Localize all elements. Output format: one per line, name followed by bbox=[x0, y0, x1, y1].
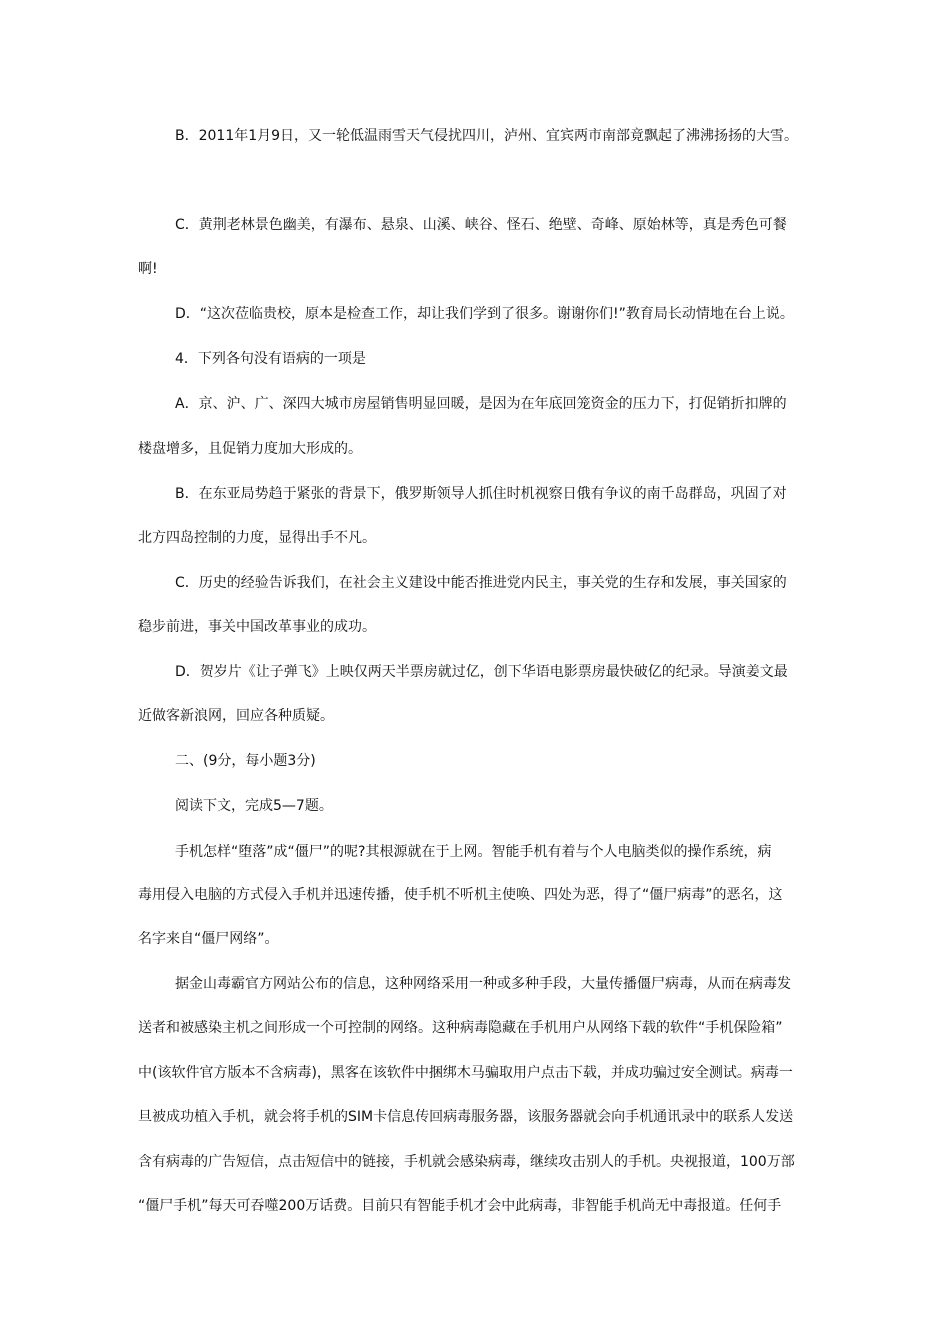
passage-p2-line2: 送者和被感染主机之间形成一个可控制的网络。这种病毒隐藏在手机用户从网络下载的软件“手机保险箱” bbox=[138, 1020, 783, 1036]
passage-p2-line3: 中(该软件官方版本不含病毒)，黑客在该软件中捆绑木马骗取用户点击下载，并成功骗过安全测试。病毒一 bbox=[138, 1065, 793, 1081]
q4-option-a: A．京、沪、广、深四大城市房屋销售明显回暖，是因为在年底回笼资金的压力下，打促销折扣牌的 bbox=[175, 396, 787, 412]
q4-option-b-cont: 北方四岛控制的力度，显得出手不凡。 bbox=[138, 530, 376, 546]
option-b-weather: B．2011年1月9日，又一轮低温雨雪天气侵扰四川，泸州、宜宾两市南部竟飘起了沸沸扬扬的大雪。 bbox=[175, 128, 799, 144]
passage-p1-line1: 手机怎样“堕落”成“僵尸”的呢?其根源就在于上网。智能手机有着与个人电脑类似的操作系统，病 bbox=[175, 844, 772, 860]
option-d-quote: D．“这次莅临贵校，原本是检查工作，却让我们学到了很多。谢谢你们!”教育局长动情地在台上说。 bbox=[175, 306, 794, 322]
passage-p2-line5: 含有病毒的广告短信，点击短信中的链接，手机就会感染病毒，继续攻击别人的手机。央视报道，100万部 bbox=[138, 1154, 795, 1170]
q4-option-b: B．在东亚局势趋于紧张的背景下，俄罗斯领导人抓住时机视察日俄有争议的南千岛群岛，巩固了对 bbox=[175, 486, 787, 502]
reading-instruction: 阅读下文，完成5—7题。 bbox=[175, 798, 333, 814]
q4-option-c-cont: 稳步前进，事关中国改革事业的成功。 bbox=[138, 619, 376, 635]
passage-p2-line6: “僵尸手机”每天可吞噬200万话费。目前只有智能手机才会中此病毒，非智能手机尚无中毒报道。任何手 bbox=[138, 1198, 782, 1214]
q4-option-c: C．历史的经验告诉我们，在社会主义建设中能否推进党内民主，事关党的生存和发展，事关国家的 bbox=[175, 575, 787, 591]
q4-option-d: D．贺岁片《让子弹飞》上映仅两天半票房就过亿，创下华语电影票房最快破亿的纪录。导演姜文最 bbox=[175, 664, 788, 680]
question-4: 4．下列各句没有语病的一项是 bbox=[175, 351, 366, 367]
option-c-scenery: C．黄荆老林景色幽美，有瀑布、悬泉、山溪、峡谷、怪石、绝壁、奇峰、原始林等，真是秀色可餐 bbox=[175, 217, 787, 233]
section-two-heading: 二、(9分，每小题3分) bbox=[175, 753, 316, 769]
passage-p2-line1: 据金山毒霸官方网站公布的信息，这种网络采用一种或多种手段，大量传播僵尸病毒，从而在病毒发 bbox=[175, 976, 791, 992]
option-c-scenery-cont: 啊! bbox=[138, 261, 158, 277]
passage-p2-line4: 旦被成功植入手机，就会将手机的SIM卡信息传回病毒服务器，该服务器就会向手机通讯录中的联系人发送 bbox=[138, 1109, 794, 1125]
passage-p1-line3: 名字来自“僵尸网络”。 bbox=[138, 931, 279, 947]
q4-option-a-cont: 楼盘增多，且促销力度加大形成的。 bbox=[138, 441, 362, 457]
passage-p1-line2: 毒用侵入电脑的方式侵入手机并迅速传播，使手机不听机主使唤、四处为恶，得了“僵尸病毒”的恶名，这 bbox=[138, 887, 783, 903]
q4-option-d-cont: 近做客新浪网，回应各种质疑。 bbox=[138, 708, 334, 724]
